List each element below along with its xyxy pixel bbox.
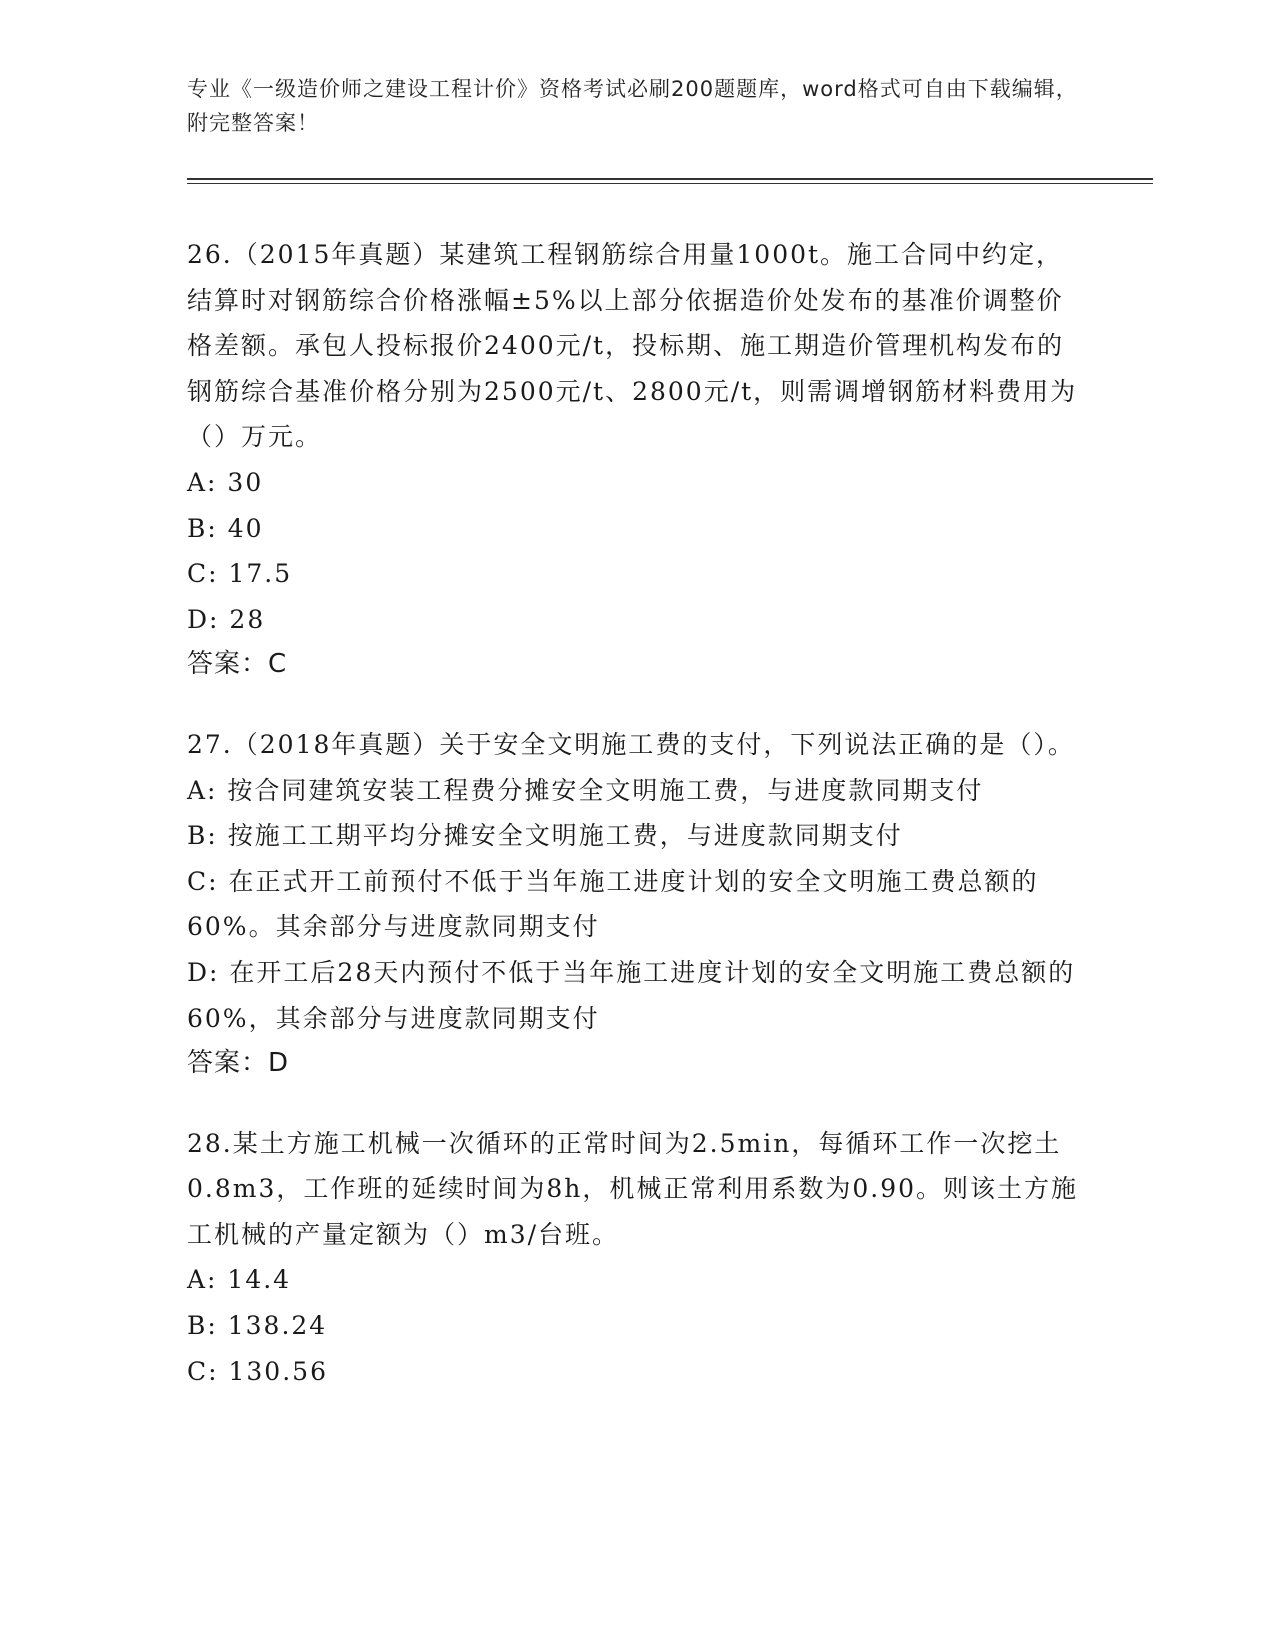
document-header: 专业《一级造价师之建设工程计价》资格考试必刷200题题库，word格式可自由下载编辑，附完整答案！ (187, 77, 1078, 135)
question-stem: 27.（2018年真题）关于安全文明施工费的支付，下列说法正确的是（）。 (187, 729, 1075, 759)
option-d: D: 在开工后28天内预付不低于当年施工进度计划的安全文明施工费总额的60%，其余部分与进度款同期支付 (187, 957, 1076, 1033)
option-b: B: 138.24 (187, 1311, 328, 1341)
option-c: C: 130.56 (187, 1356, 328, 1386)
question-26 (187, 232, 1087, 688)
header-divider-thin (187, 183, 1153, 184)
question-27 (187, 722, 1087, 1087)
option-a: A: 30 (187, 467, 264, 497)
question-stem: 26.（2015年真题）某建筑工程钢筋综合用量1000t。施工合同中约定，结算时对钢筋综合价格涨幅±5%以上部分依据造价处发布的基准价调整价格差额。承包人投标报价2400元/t，投标期、施工期造价管理机构发布的钢筋综合基准价格分别为2500元/t、2800元/t，则需调增钢筋材料费用为（）万元。 (187, 240, 1078, 452)
option-d: D: 28 (187, 604, 266, 634)
question-stem: 28.某土方施工机械一次循环的正常时间为2.5min，每循环工作一次挖土0.8m3，工作班的延续时间为8h，机械正常利用系数为0.90。则该土方施工机械的产量定额为（）m3/台班。 (187, 1128, 1079, 1249)
question-28 (187, 1121, 1087, 1395)
question-list (187, 232, 1087, 1428)
option-a: A: 按合同建筑安装工程费分摊安全文明施工费，与进度款同期支付 (187, 775, 984, 805)
option-a: A: 14.4 (187, 1265, 292, 1295)
option-c: C: 在正式开工前预付不低于当年施工进度计划的安全文明施工费总额的60%。其余部分与进度款同期支付 (187, 866, 1039, 942)
option-c: C: 17.5 (187, 559, 293, 589)
answer-line: 答案：D (187, 1048, 290, 1079)
header-divider-thick (187, 178, 1153, 180)
option-b: B: 按施工工期平均分摊安全文明施工费，与进度款同期支付 (187, 821, 903, 851)
answer-line: 答案：C (187, 649, 288, 680)
option-b: B: 40 (187, 513, 264, 543)
